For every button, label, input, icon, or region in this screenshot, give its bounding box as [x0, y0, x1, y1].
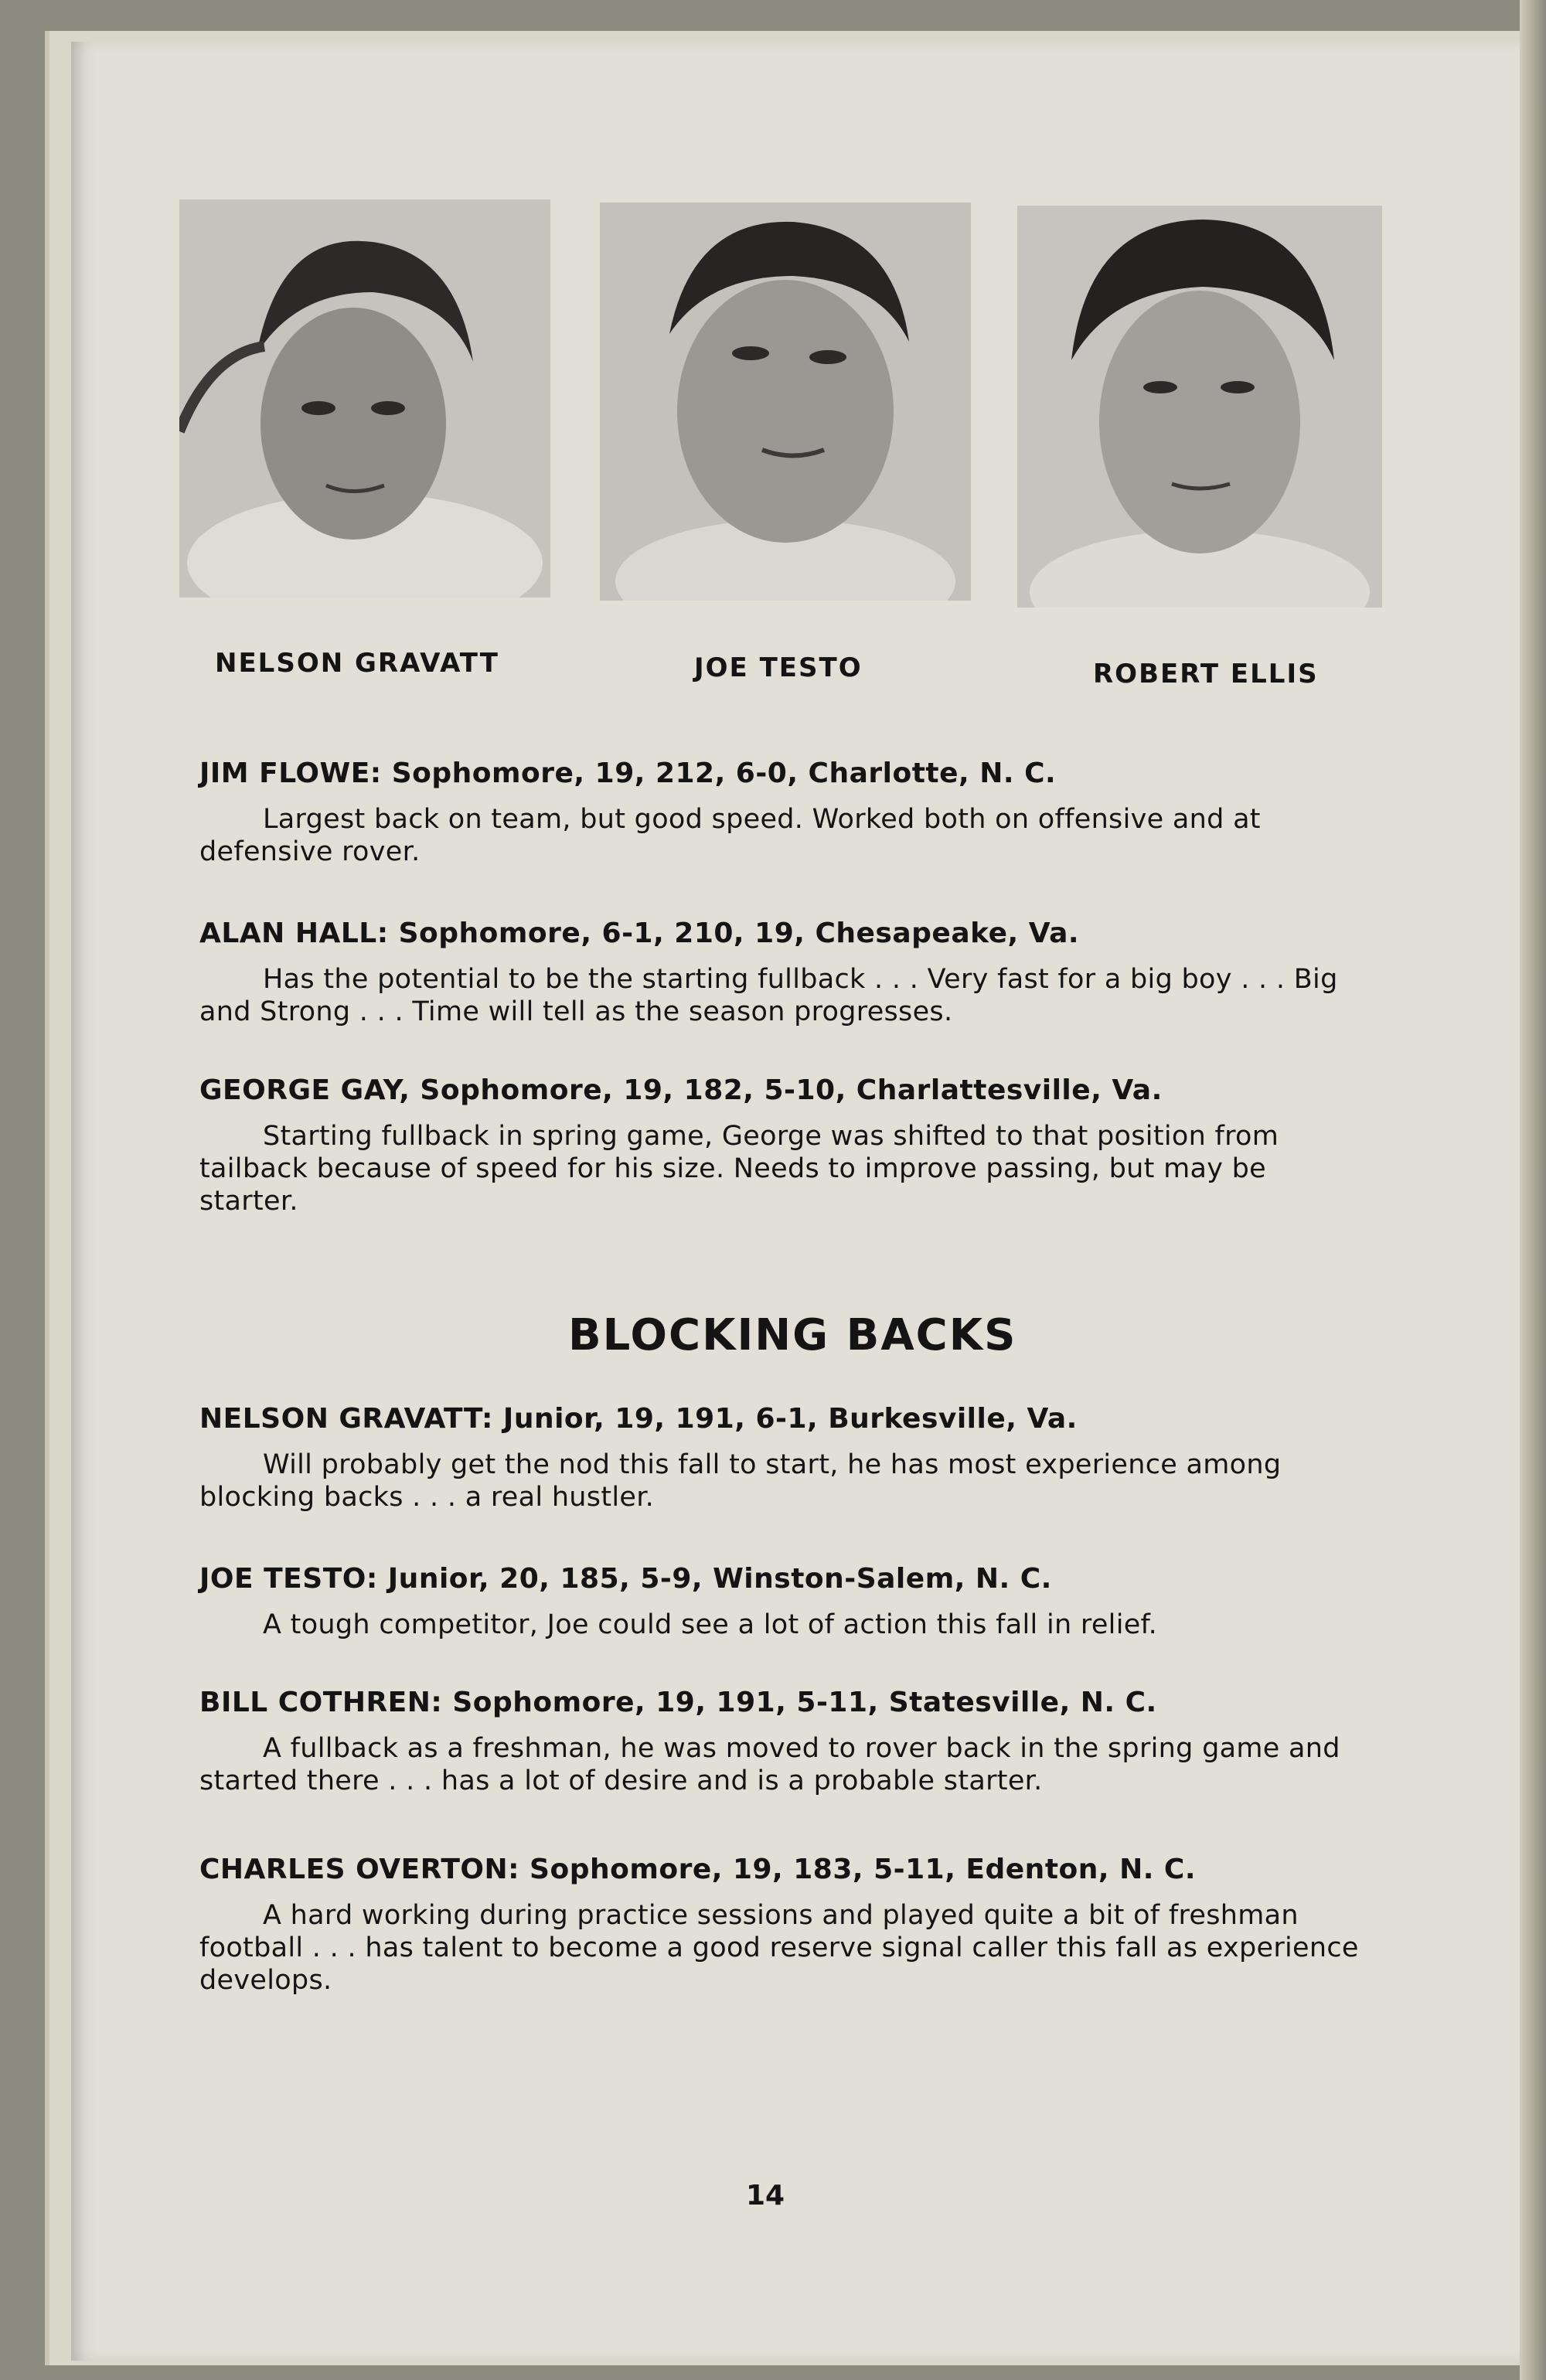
- player-description: A hard working during practice sessions and played quite a bit of freshman football . . . has talent to become a good reserve signal caller this fall as experience develops.: [199, 1900, 1359, 1996]
- player-entry-alan-hall: [199, 918, 1359, 1028]
- player-photo-joe-testo: [600, 203, 971, 601]
- player-entry-charles-overton: [199, 1854, 1359, 1997]
- player-entry-nelson-gravatt: [199, 1403, 1359, 1513]
- player-heading: ALAN HALL: Sophomore, 6-1, 210, 19, Chesapeake, Va.: [199, 918, 1080, 949]
- player-photo-robert-ellis: [1017, 206, 1382, 608]
- binding-edge: [1520, 0, 1546, 2380]
- player-description: Has the potential to be the starting fullback . . . Very fast for a big boy . . . Big and Strong . . . Time will tell as the season progresses.: [199, 964, 1338, 1027]
- photo-caption-1: NELSON GRAVATT: [215, 648, 499, 679]
- player-entry-joe-testo: [199, 1563, 1359, 1641]
- photo-caption-2: JOE TESTO: [694, 652, 863, 683]
- player-description: Largest back on team, but good speed. Worked both on offensive and at defensive rover.: [199, 804, 1261, 867]
- section-title: BLOCKING BACKS: [568, 1310, 1017, 1360]
- player-heading: GEORGE GAY, Sophomore, 19, 182, 5-10, Charlattesville, Va.: [199, 1074, 1163, 1106]
- player-heading: NELSON GRAVATT: Junior, 19, 191, 6-1, Burkesville, Va.: [199, 1403, 1078, 1435]
- player-heading: JOE TESTO: Junior, 20, 185, 5-9, Winston-Salem, N. C.: [199, 1563, 1052, 1595]
- player-description: Starting fullback in spring game, George was shifted to that position from tailback because of speed for his size. Needs to improve passing, but may be starter.: [199, 1121, 1279, 1217]
- player-heading: BILL COTHREN: Sophomore, 19, 191, 5-11, Statesville, N. C.: [199, 1687, 1157, 1718]
- player-heading: CHARLES OVERTON: Sophomore, 19, 183, 5-11, Edenton, N. C.: [199, 1854, 1197, 1885]
- player-entry-bill-cothren: [199, 1687, 1359, 1797]
- photo-caption-3: ROBERT ELLIS: [1093, 659, 1319, 689]
- page-number: 14: [746, 2180, 785, 2211]
- player-description: A fullback as a freshman, he was moved to rover back in the spring game and started there . . . has a lot of desire and is a probable starter.: [199, 1733, 1340, 1796]
- player-description: A tough competitor, Joe could see a lot of action this fall in relief.: [263, 1609, 1158, 1640]
- player-entry-george-gay: [199, 1074, 1359, 1217]
- player-heading: JIM FLOWE: Sophomore, 19, 212, 6-0, Charlotte, N. C.: [199, 758, 1057, 789]
- player-photo-nelson-gravatt: [179, 199, 550, 598]
- player-entry-jim-flowe: [199, 758, 1359, 868]
- player-description: Will probably get the nod this fall to start, he has most experience among blocking backs . . . a real hustler.: [199, 1449, 1282, 1513]
